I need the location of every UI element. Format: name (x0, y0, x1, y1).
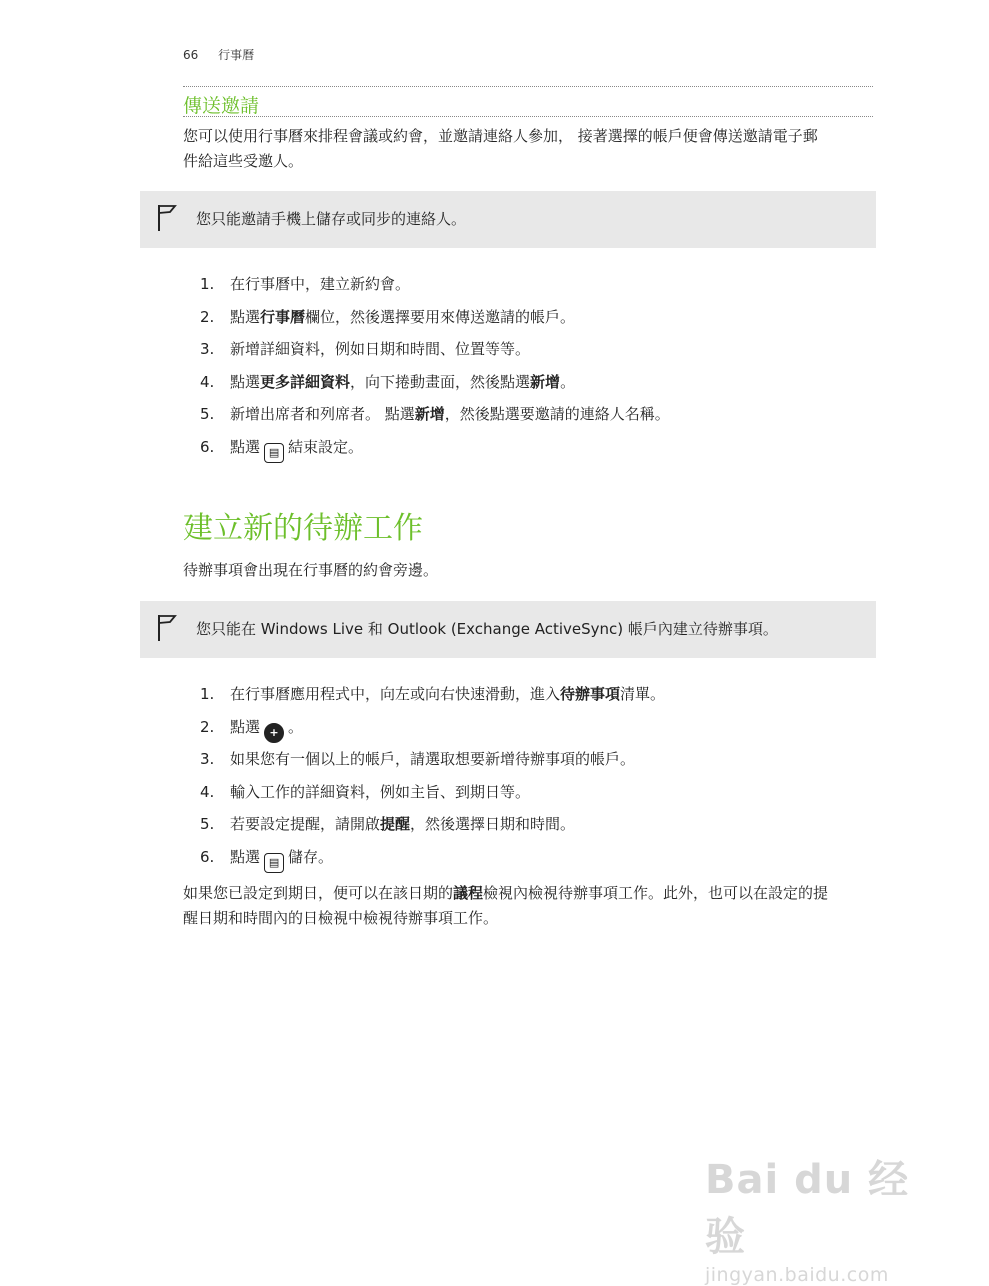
list-item (200, 781, 880, 814)
step-text: 點選 (230, 372, 261, 391)
step-text: 點選 (230, 437, 261, 456)
section-name: 行事曆 (218, 48, 255, 62)
watermark-url: jingyan.baidu.com (705, 1264, 889, 1286)
closing-text: 檢視內檢視待辦事項工作。此外，也可以在設定的提 (483, 884, 829, 902)
task-closing-line-1 (183, 881, 875, 906)
step-bold: 新增 (530, 372, 561, 391)
step-text: 若要設定提醒，請開啟 (230, 815, 381, 833)
step-bold: 提醒 (380, 815, 411, 833)
step-bold: 待辦事項 (560, 685, 621, 703)
page-number: 66 (183, 48, 199, 62)
step-number: 4. (200, 782, 215, 801)
closing-text: 如果您已設定到期日，便可以在該日期的 (183, 884, 454, 902)
note-text: 您只能在 Windows Live 和 Outlook (Exchange ActiveSync) 帳戶內建立待辦事項。 (196, 620, 778, 638)
step-number: 2. (200, 717, 215, 736)
step-text: 點選 (230, 847, 261, 866)
step-number: 1. (200, 685, 215, 703)
flag-icon (156, 203, 178, 233)
step-text: 在行事曆中，建立新約會。 (230, 275, 411, 293)
step-number: 2. (200, 307, 215, 326)
flag-icon (156, 613, 178, 643)
step-text: 欄位，然後選擇要用來傳送邀請的帳戶。 (305, 307, 576, 326)
step-text: ，向下捲動畫面，然後點選 (350, 372, 531, 391)
note-box-task (140, 601, 876, 658)
section-heading-invite: 傳送邀請 (183, 95, 260, 117)
list-item (200, 403, 880, 436)
list-item (200, 338, 880, 371)
list-item (200, 371, 880, 404)
step-number: 1. (200, 275, 215, 293)
section-title-new-task: 建立新的待辦工作 (183, 511, 423, 546)
step-text: 如果您有一個以上的帳戶，請選取想要新增待辦事項的帳戶。 (230, 750, 636, 768)
save-icon: ▤ (264, 853, 284, 873)
step-text: 儲存。 (288, 847, 334, 866)
step-text: 點選 (230, 717, 261, 736)
invite-steps (200, 273, 880, 468)
task-intro: 待辦事項會出現在行事曆的約會旁邊。 (183, 561, 439, 579)
list-item (200, 716, 880, 749)
task-closing (183, 881, 875, 931)
invite-intro-line-2: 件給這些受邀人。 (183, 152, 304, 170)
step-number: 4. (200, 372, 215, 391)
note-box-invite (140, 191, 876, 248)
running-header (183, 46, 254, 63)
list-item (200, 813, 880, 846)
step-text: 新增出席者和列席者。 點選 (230, 405, 415, 423)
step-text: ，然後點選要邀請的連絡人名稱。 (444, 405, 670, 423)
step-text: 在行事曆應用程式中，向左或向右快速滑動，進入 (230, 685, 561, 703)
step-text: ，然後選擇日期和時間。 (410, 815, 576, 833)
list-item (200, 683, 880, 716)
step-number: 6. (200, 847, 215, 866)
list-item (200, 846, 880, 879)
step-text: 清單。 (620, 685, 666, 703)
invite-intro (183, 124, 875, 174)
step-text: 。 (288, 717, 304, 736)
add-icon: + (264, 723, 284, 743)
step-number: 6. (200, 437, 215, 456)
baidu-watermark (705, 1148, 935, 1286)
list-item (200, 273, 880, 306)
save-icon: ▤ (264, 443, 284, 463)
closing-bold: 議程 (453, 884, 484, 902)
invite-intro-line-1: 您可以使用行事曆來排程會議或約會，並邀請連絡人參加， 接著選擇的帳戶便會傳送邀請電子郵 (183, 127, 818, 145)
step-number: 3. (200, 340, 215, 358)
step-text: 。 (560, 372, 576, 391)
task-steps (200, 683, 880, 878)
note-text: 您只能邀請手機上儲存或同步的連絡人。 (196, 210, 467, 228)
step-bold: 更多詳細資料 (260, 372, 351, 391)
step-text: 新增詳細資料，例如日期和時間、位置等等。 (230, 340, 531, 358)
step-text: 輸入工作的詳細資料，例如主旨、到期日等。 (230, 782, 531, 801)
list-item (200, 436, 880, 469)
heading-rule-top (183, 86, 873, 87)
heading-rule-bottom (183, 116, 873, 117)
step-text: 結束設定。 (288, 437, 364, 456)
step-bold: 行事曆 (260, 307, 306, 326)
task-closing-line-2: 醒日期和時間內的日檢視中檢視待辦事項工作。 (183, 909, 499, 927)
step-bold: 新增 (414, 405, 445, 423)
list-item (200, 748, 880, 781)
step-number: 5. (200, 405, 215, 423)
step-number: 5. (200, 815, 215, 833)
step-text: 點選 (230, 307, 261, 326)
step-number: 3. (200, 750, 215, 768)
watermark-brand: Bai du 经验 (705, 1157, 910, 1260)
list-item (200, 306, 880, 339)
